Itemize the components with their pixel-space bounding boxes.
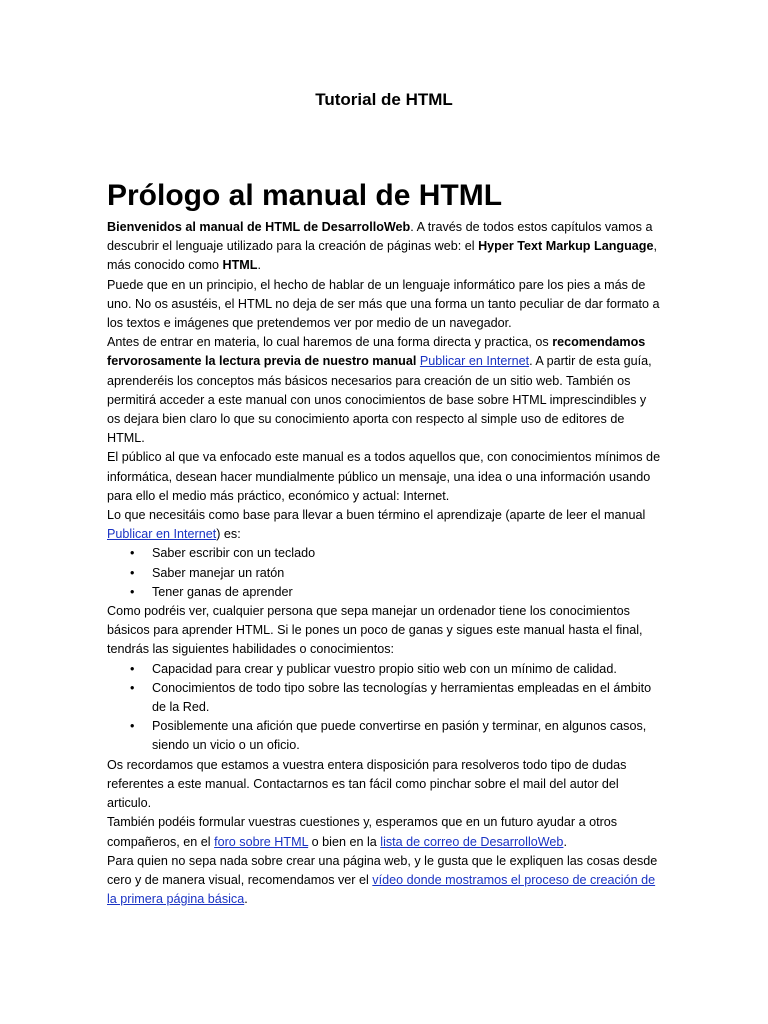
paragraph-intro: Puede que en un principio, el hecho de hablar de un lenguaje informático pare los pies a más de uno. No os asustéis, el HTML no deja de ser más que una forma un tanto peculiar de dar formato a los textos e imágenes que pretendemos ver por medio de un navegador. [107,277,660,331]
bold-text: Hyper Text Markup Language [478,239,654,254]
list-item: • Capacidad para crear y publicar vuestro propio sitio web con un mínimo de calidad. [152,660,663,679]
forum-link[interactable]: foro sobre HTML [214,834,309,849]
bold-text: recomendamos fervorosamente la lectura previa de nuestro manual [107,335,646,369]
list-item: • Conocimientos de todo tipo sobre las tecnologías y herramientas empleadas en el ámbito de la Red. [152,679,663,717]
requirements-list [107,544,663,602]
paragraph-video: Para quien no sepa nada sobre crear una página web, y le gusta que le expliquen las cosas desde cero y de manera visual, recomendamos ver el vídeo donde mostramos el proceso de creación de la primera página básica. [107,853,658,907]
paragraph-skills: Como podréis ver, cualquier persona que sepa manejar un ordenador tiene los conocimientos básicos para aprender HTML. Si le pones un poco de ganas y sigues este manual hasta el final, tendrás las siguientes habilidades o conocimientos: [107,604,643,657]
publicar-internet-link[interactable]: Publicar en Internet [419,354,530,369]
list-item: • Saber manejar un ratón [152,564,663,583]
paragraph-audience: El público al que va enfocado este manual es a todos aquellos que, con conocimientos mínimos de informática, desean hacer mundialmente público un mensaje, una idea o una información usando para ello el medio más práctico, económico y actual: Internet. [107,450,661,503]
skills-list [107,660,663,756]
publicar-internet-link[interactable]: Publicar en Internet [107,527,217,542]
paragraph-requirements: Lo que necesitáis como base para llevar a buen término el aprendizaje (aparte de leer el manual Publicar en Internet) es: [107,508,646,542]
paragraph-recommendation: Antes de entrar en materia, lo cual haremos de una forma directa y practica, os recomendamos fervorosamente la lectura previa de nuestro manual Publicar en Internet. A partir de esta guía, aprenderéis los conceptos más básicos necesarios para creación de un sitio web. También os permitirá acceder a este manual con unos conocimientos de base sobre HTML imprescindibles y os dejara bien claro lo que su conocimiento aporta con respecto al simple uso de editores de HTML. [107,335,652,446]
list-item: • Posiblemente una afición que puede convertirse en pasión y terminar, en algunos casos, siendo un vicio o un oficio. [152,717,663,755]
document-body [107,218,663,909]
bold-text: Bienvenidos al manual de HTML de DesarrolloWeb [107,220,411,234]
mailing-list-link[interactable]: lista de correo de DesarrolloWeb [380,834,564,849]
paragraph-welcome: Bienvenidos al manual de HTML de DesarrolloWeb. A través de todos estos capítulos vamos a descubrir el lenguaje utilizado para la creación de páginas web: el Hyper Text Markup Language, más conocido como HTML. [107,220,657,273]
list-item: • Tener ganas de aprender [152,583,663,602]
bold-text: HTML [222,258,258,273]
chapter-heading: Prólogo al manual de HTML [107,179,503,212]
paragraph-forum: También podéis formular vuestras cuestiones y, esperamos que en un futuro ayudar a otros compañeros, en el foro sobre HTML o bien en la lista de correo de DesarrolloWeb. [107,815,618,849]
document-title: Tutorial de HTML [315,90,453,109]
list-item: • Saber escribir con un teclado [152,544,663,563]
paragraph-contact: Os recordamos que estamos a vuestra entera disposición para resolveros todo tipo de dudas referentes a este manual. Contactarnos es tan fácil como pinchar sobre el mail del autor del articulo. [107,757,627,811]
video-link[interactable]: vídeo donde mostramos el proceso de creación de la primera página básica [107,872,656,907]
